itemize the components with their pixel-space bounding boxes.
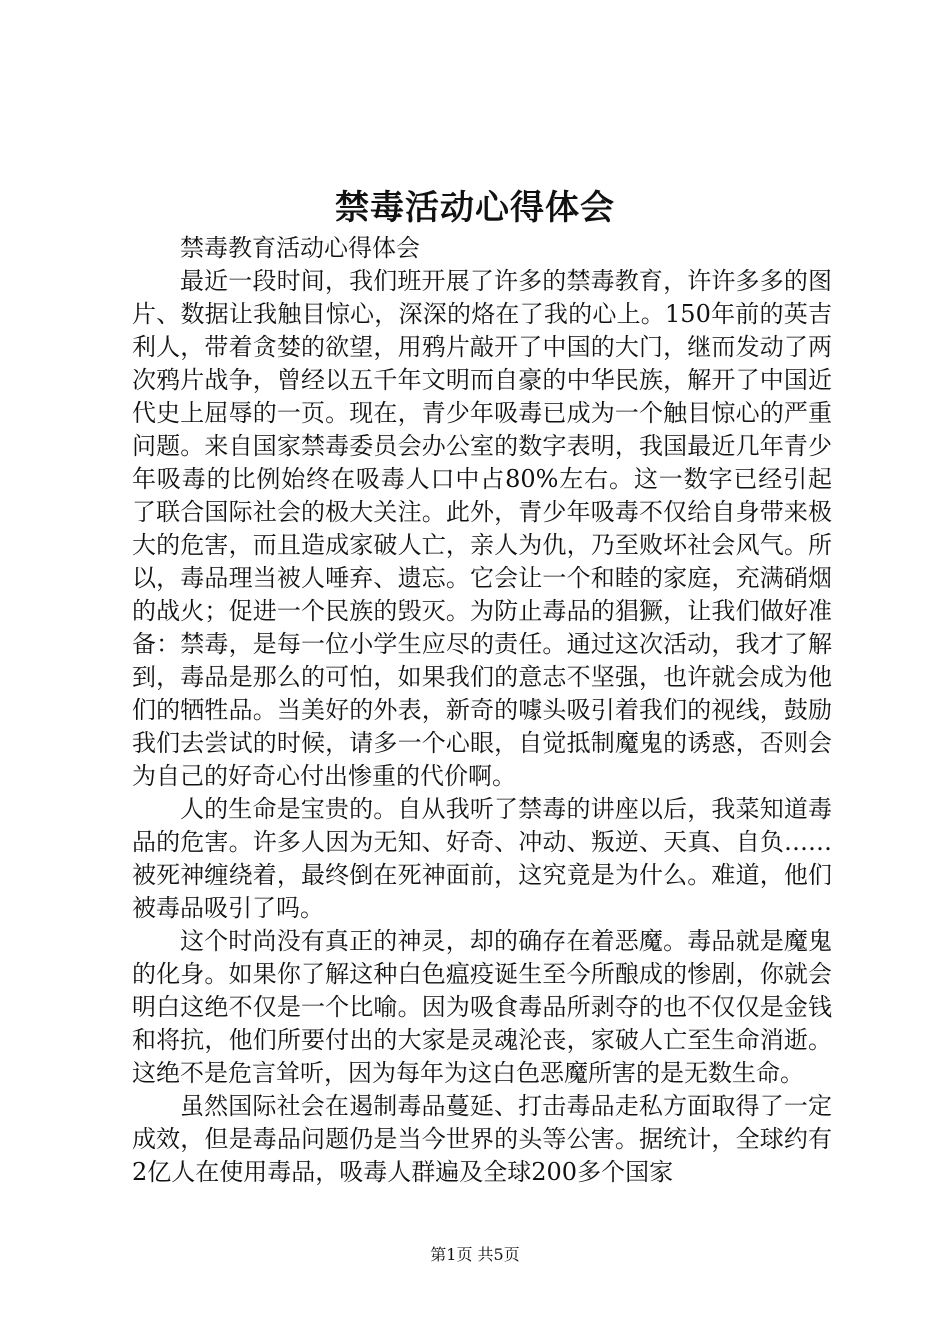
document-body (132, 232, 832, 1189)
paragraph: 最近一段时间，我们班开展了许多的禁毒教育，许许多多的图片、数据让我触目惊心，深深的烙在了我的心上。150年前的英吉利人，带着贪婪的欲望，用鸦片敲开了中国的大门，继而发动了两次鸦片战争，曾经以五千年文明而自豪的中华民族，解开了中国近代史上屈辱的一页。现在，青少年吸毒已成为一个触目惊心的严重问题。来自国家禁毒委员会办公室的数字表明，我国最近几年青少年吸毒的比例始终在吸毒人口中占80%左右。这一数字已经引起了联合国际社会的极大关注。此外，青少年吸毒不仅给自身带来极大的危害，而且造成家破人亡，亲人为仇，乃至败坏社会风气。所以，毒品理当被人唾弃、遗忘。它会让一个和睦的家庭，充满硝烟的战火；促进一个民族的毁灭。为防止毒品的猖獗，让我们做好准备：禁毒，是每一位小学生应尽的责任。通过这次活动，我才了解到，毒品是那么的可怕，如果我们的意志不坚强，也许就会成为他们的牺牲品。当美好的外表，新奇的噱头吸引着我们的视线，鼓励我们去尝试的时候，请多一个心眼，自觉抵制魔鬼的诱惑，否则会为自己的好奇心付出惨重的代价啊。 (132, 267, 832, 790)
paragraph: 人的生命是宝贵的。自从我听了禁毒的讲座以后，我菜知道毒品的危害。许多人因为无知、好奇、冲动、叛逆、天真、自负……被死神缠绕着，最终倒在死神面前，这究竟是为什么。难道，他们被毒品吸引了吗。 (132, 795, 832, 922)
document-subtitle: 禁毒教育活动心得体会 (180, 234, 420, 262)
document-title: 禁毒活动心得体会 (335, 188, 615, 228)
paragraph: 虽然国际社会在遏制毒品蔓延、打击毒品走私方面取得了一定成效，但是毒品问题仍是当今世界的头等公害。据统计，全球约有2亿人在使用毒品，吸毒人群遍及全球200多个国家 (132, 1092, 832, 1186)
page-number-footer: 第1页 共5页 (430, 1245, 520, 1264)
paragraph: 这个时尚没有真正的神灵，却的确存在着恶魔。毒品就是魔鬼的化身。如果你了解这种白色瘟疫诞生至今所酿成的惨剧，你就会明白这绝不仅是一个比喻。因为吸食毒品所剥夺的也不仅仅是金钱和将抗，他们所要付出的大家是灵魂沦丧，家破人亡至生命消逝。这绝不是危言耸听，因为每年为这白色恶魔所害的是无数生命。 (132, 927, 832, 1087)
